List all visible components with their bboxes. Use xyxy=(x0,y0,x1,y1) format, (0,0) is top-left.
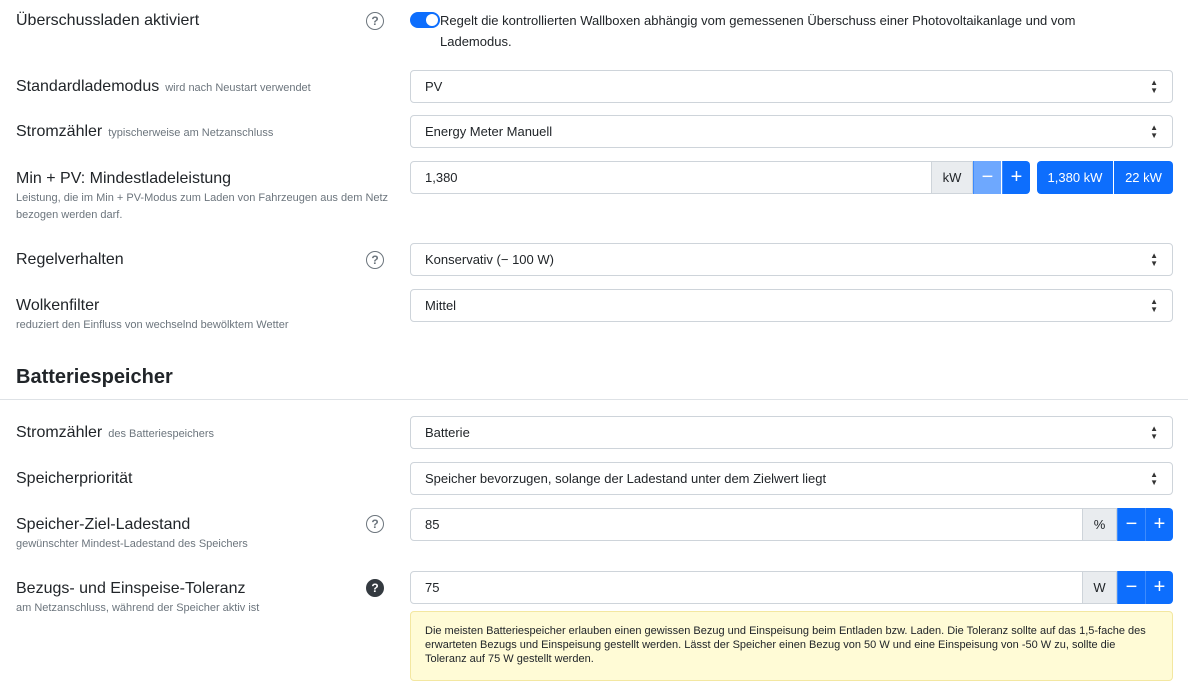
battery-meter-label: Stromzähler xyxy=(16,424,103,441)
meter-value: Energy Meter Manuell xyxy=(425,124,553,139)
meter-select[interactable] xyxy=(410,115,1173,148)
chevron-updown-icon: ▲ ▼ xyxy=(1150,423,1158,441)
toggle-knob xyxy=(426,14,438,26)
target-soc-unit: % xyxy=(1083,508,1117,541)
control-value: Konservativ (− 100 W) xyxy=(425,252,554,267)
battery-meter-row-label xyxy=(16,424,214,442)
tolerance-input[interactable]: 75 xyxy=(410,571,1083,604)
battery-section-title: Batteriespeicher xyxy=(16,366,173,388)
tolerance-description: am Netzanschluss, während der Speicher aktiv ist xyxy=(16,602,260,614)
tolerance-label: Bezugs- und Einspeise-Toleranz xyxy=(16,580,246,597)
priority-value: Speicher bevorzugen, solange der Ladestand unter dem Zielwert liegt xyxy=(425,471,827,486)
target-soc-plus-button[interactable]: + xyxy=(1145,508,1173,541)
target-soc-input[interactable]: 85 xyxy=(410,508,1083,541)
battery-meter-hint: des Batteriespeichers xyxy=(108,428,215,440)
target-soc-minus-button[interactable]: − xyxy=(1117,508,1145,541)
tolerance-unit: W xyxy=(1083,571,1117,604)
meter-label: Stromzähler xyxy=(16,123,103,140)
chevron-updown-icon: ▲ ▼ xyxy=(1150,469,1158,487)
preset-1380-button[interactable]: 1,380 kW xyxy=(1037,161,1113,194)
control-row-label xyxy=(16,251,124,269)
priority-label: Speicherpriorität xyxy=(16,470,133,487)
min-pv-label: Min + PV: Mindestladeleistung xyxy=(16,170,232,187)
surplus-description: Regelt die kontrollierten Wallboxen abhängig vom gemessenen Überschuss einer Photovoltaikanlage und vom Lademodus. xyxy=(440,13,1076,49)
min-pv-description: Leistung, die im Min + PV-Modus zum Laden von Fahrzeugen aus dem Netz bezogen werden darf. xyxy=(16,192,389,221)
meter-row-label xyxy=(16,123,273,141)
tolerance-help-icon[interactable]: ? xyxy=(366,579,384,597)
cloud-row-label xyxy=(16,297,289,334)
surplus-row-label xyxy=(16,12,199,30)
default-mode-row-label xyxy=(16,78,311,96)
chevron-updown-icon: ▲ ▼ xyxy=(1150,122,1158,140)
priority-row-label xyxy=(16,470,133,488)
tolerance-minus-button[interactable]: − xyxy=(1117,571,1145,604)
cloud-label: Wolkenfilter xyxy=(16,297,100,314)
surplus-label: Überschussladen aktiviert xyxy=(16,12,200,29)
default-mode-value: PV xyxy=(425,79,443,94)
default-mode-hint: wird nach Neustart verwendet xyxy=(165,82,311,94)
tolerance-plus-button[interactable]: + xyxy=(1145,571,1173,604)
target-soc-help-icon[interactable]: ? xyxy=(366,515,384,533)
min-pv-unit: kW xyxy=(932,161,973,194)
preset-22-button[interactable]: 22 kW xyxy=(1114,161,1173,194)
chevron-updown-icon: ▲ ▼ xyxy=(1150,77,1158,95)
section-divider xyxy=(0,399,1188,400)
min-pv-minus-button[interactable]: − xyxy=(973,161,1001,194)
control-label: Regelverhalten xyxy=(16,251,124,268)
target-soc-description: gewünschter Mindest-Ladestand des Speichers xyxy=(16,538,248,550)
cloud-description: reduziert den Einfluss von wechselnd bewölktem Wetter xyxy=(16,319,289,331)
cloud-select[interactable] xyxy=(410,289,1173,322)
control-help-icon[interactable]: ? xyxy=(366,251,384,269)
default-mode-label: Standardlademodus xyxy=(16,78,160,95)
priority-select[interactable] xyxy=(410,462,1173,495)
default-mode-select[interactable] xyxy=(410,70,1173,103)
chevron-updown-icon: ▲ ▼ xyxy=(1150,250,1158,268)
battery-meter-value: Batterie xyxy=(425,425,470,440)
control-select[interactable] xyxy=(410,243,1173,276)
target-soc-label: Speicher-Ziel-Ladestand xyxy=(16,516,191,533)
target-soc-row-label xyxy=(16,516,248,553)
cloud-value: Mittel xyxy=(425,298,457,313)
surplus-toggle[interactable] xyxy=(410,12,440,28)
battery-meter-select[interactable] xyxy=(410,416,1173,449)
tolerance-info-box: Die meisten Batteriespeicher erlauben einen gewissen Bezug und Einspeisung beim Entladen bzw. Laden. Die Toleranz sollte auf das 1,5-fache des erwarteten Bezugs und Einspeisung gestellt werden. Lässt der Speicher einen Bezug von 50 W und eine Einspeisung von -50 W zu, sollte die Toleranz auf 75 W gestellt werden. xyxy=(410,611,1173,681)
min-pv-row-label xyxy=(16,170,396,224)
surplus-help-icon[interactable]: ? xyxy=(366,12,384,30)
meter-hint: typischerweise am Netzanschluss xyxy=(108,127,274,139)
min-pv-input[interactable]: 1,380 xyxy=(410,161,932,194)
tolerance-row-label xyxy=(16,580,259,617)
min-pv-plus-button[interactable]: + xyxy=(1002,161,1030,194)
chevron-updown-icon: ▲ ▼ xyxy=(1150,296,1158,314)
